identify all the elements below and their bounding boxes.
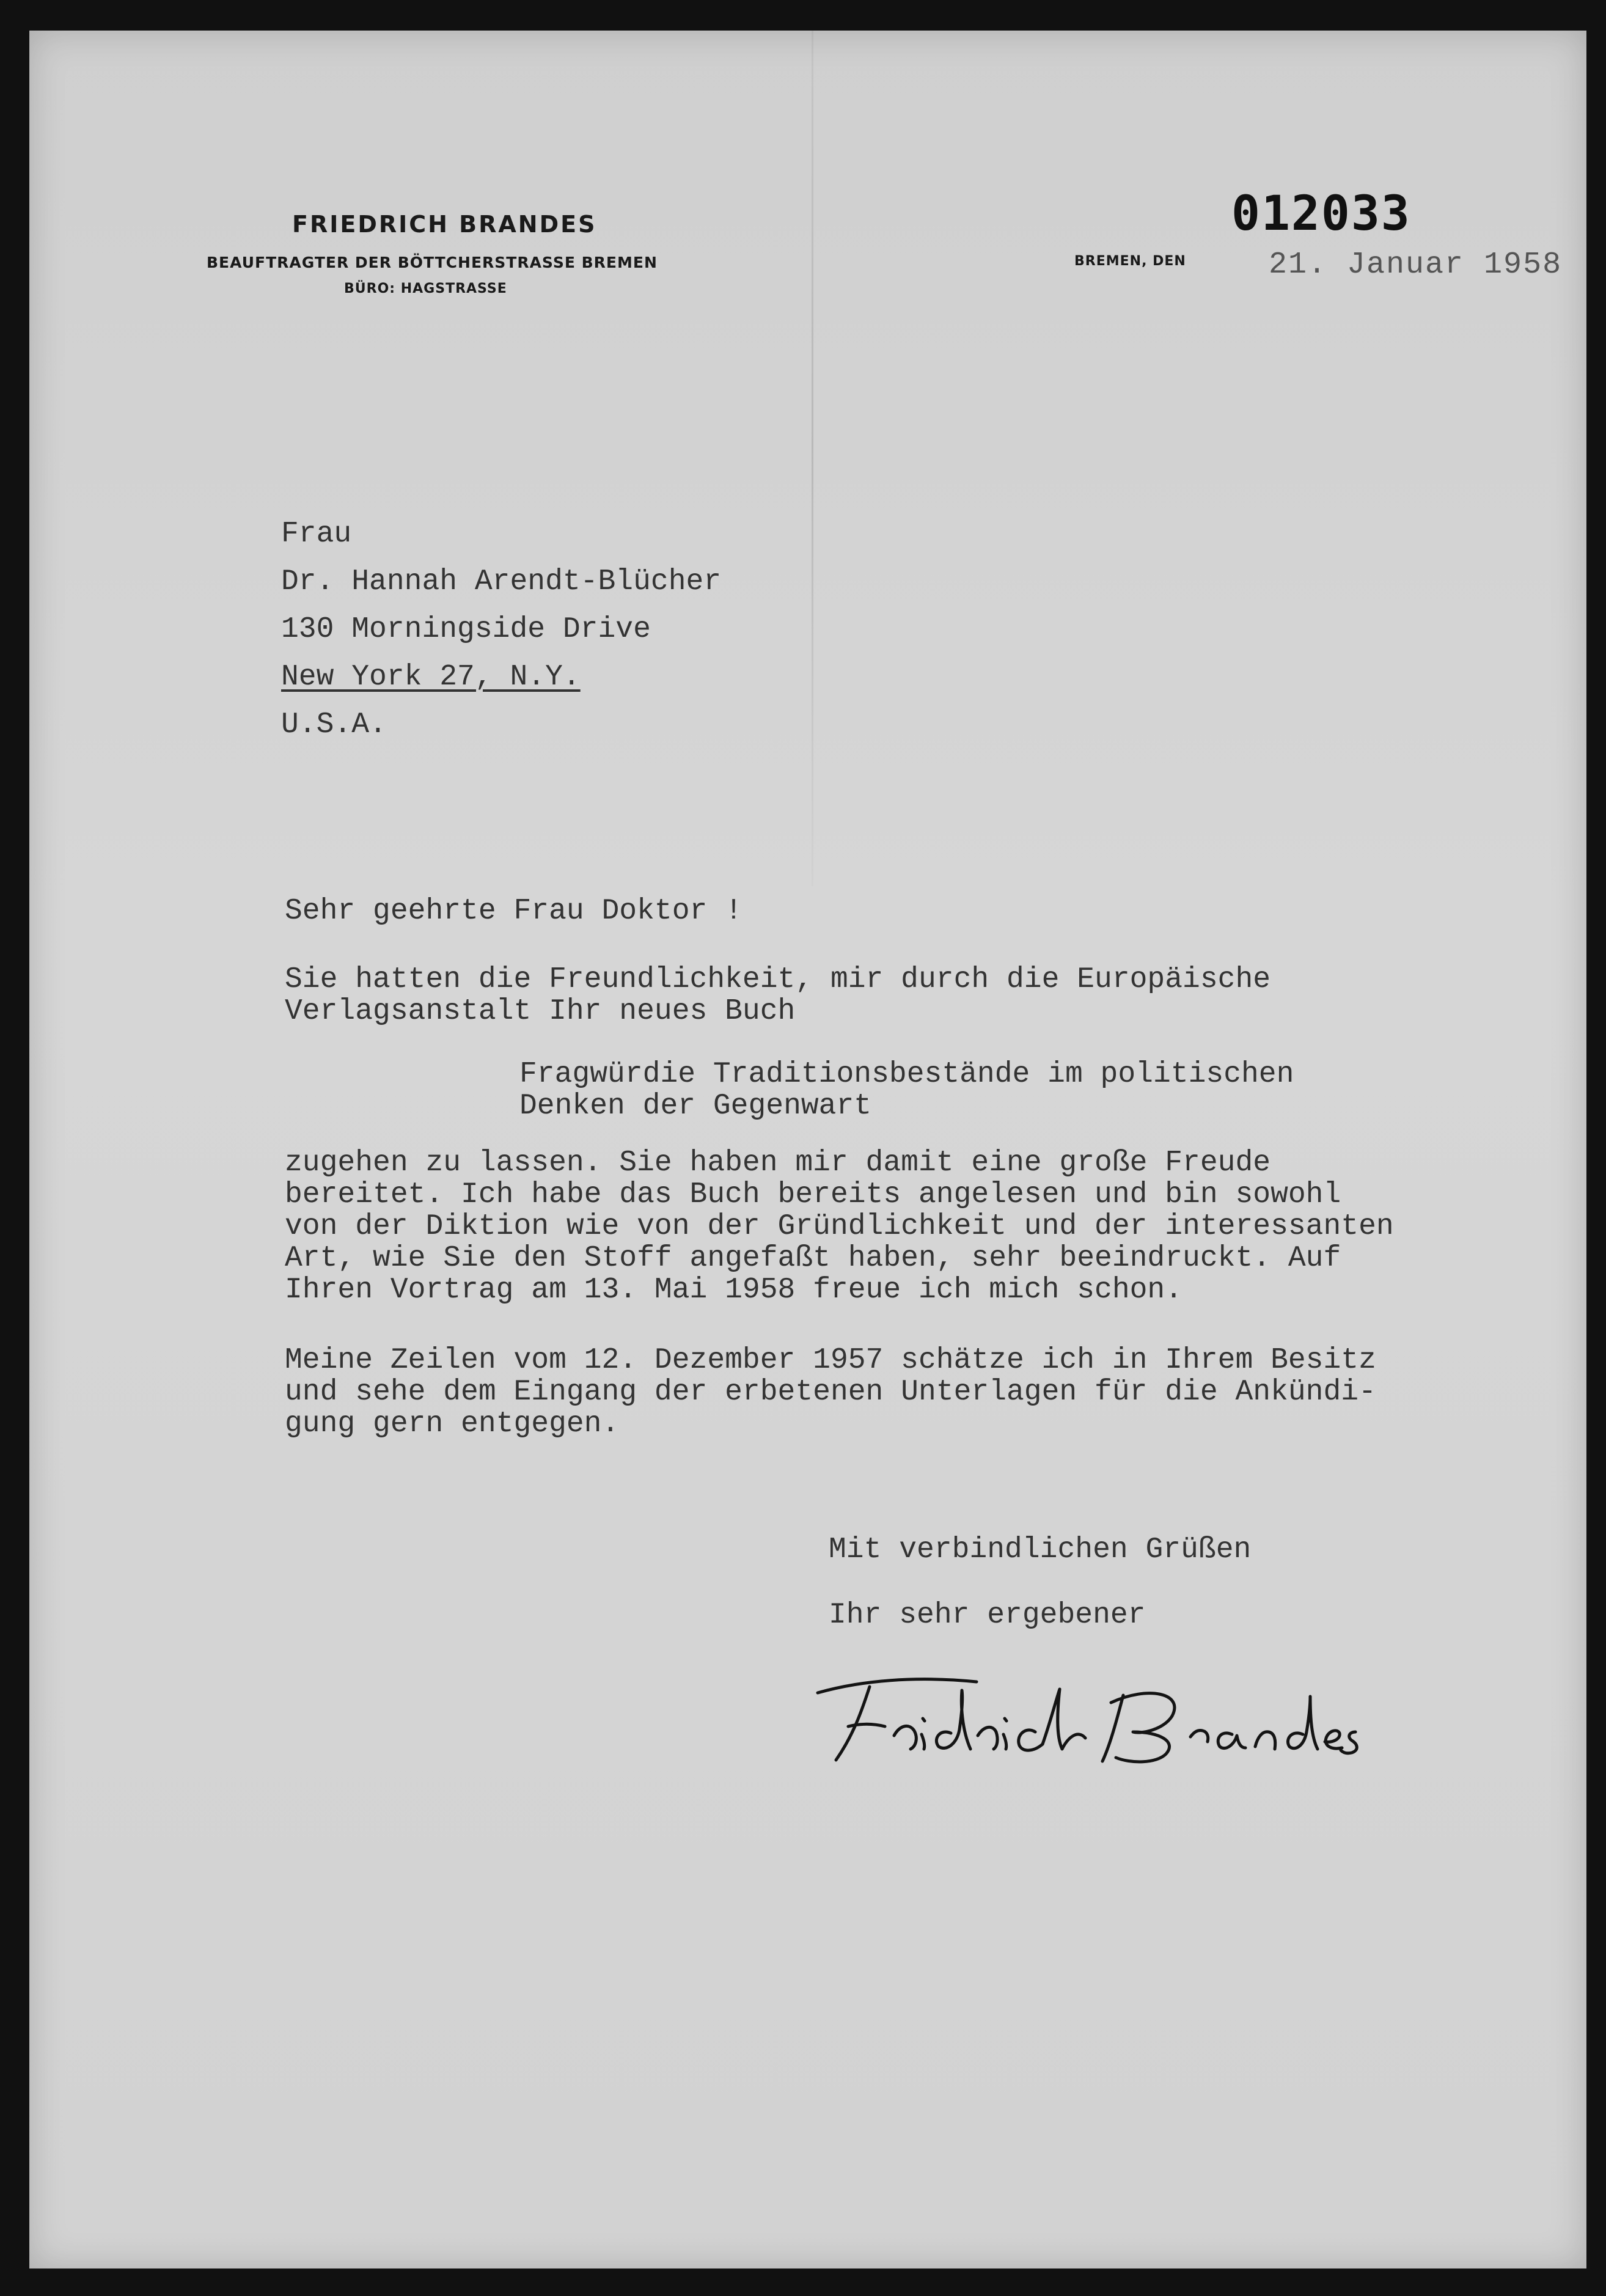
recipient-address <box>281 510 721 749</box>
place-label: BREMEN, DEN <box>1074 254 1186 269</box>
text-line: Denken der Gegenwart <box>519 1090 872 1123</box>
text-line: von der Diktion wie von der Gründlichkeit und der interessanten <box>285 1210 1394 1243</box>
letter-date: 21. Januar 1958 <box>1269 248 1563 282</box>
file-number-stamp: 012033 <box>1231 186 1411 241</box>
text-line: Verlagsanstalt Ihr neues Buch <box>285 995 796 1028</box>
valediction: Ihr sehr ergebener <box>829 1599 1146 1632</box>
text-line: gung gern entgegen. <box>285 1407 620 1440</box>
recipient-line: New York 27, N.Y. <box>281 661 581 694</box>
text-line: bereitet. Ich habe das Buch bereits angelesen und bin sowohl <box>285 1178 1341 1211</box>
handwritten-signature <box>793 1668 1380 1772</box>
recipient-line: 130 Morningside Drive <box>281 613 651 646</box>
letter-page <box>29 31 1586 2268</box>
paragraph-1 <box>285 964 1270 1027</box>
paragraph-3 <box>285 1344 1376 1440</box>
text-line: Art, wie Sie den Stoff angefaßt haben, sehr beeindruckt. Auf <box>285 1242 1341 1275</box>
text-line: Meine Zeilen vom 12. Dezember 1957 schätze ich in Ihrem Besitz <box>285 1344 1376 1377</box>
text-line: zugehen zu lassen. Sie haben mir damit eine große Freude <box>285 1146 1271 1179</box>
text-line: und sehe dem Eingang der erbetenen Unterlagen für die Ankündi- <box>285 1376 1376 1409</box>
paper-fold <box>812 31 813 886</box>
letterhead-name: FRIEDRICH BRANDES <box>292 211 597 238</box>
text-line: Fragwürdie Traditionsbestände im politischen <box>519 1058 1294 1091</box>
book-title <box>519 1058 1294 1122</box>
closing-greeting: Mit verbindlichen Grüßen <box>829 1533 1252 1566</box>
letterhead-title: BEAUFTRAGTER DER BÖTTCHERSTRASSE BREMEN <box>207 254 658 271</box>
paragraph-2 <box>285 1147 1394 1306</box>
salutation: Sehr geehrte Frau Doktor ! <box>285 895 743 928</box>
recipient-line: Frau <box>281 518 352 551</box>
recipient-line: Dr. Hannah Arendt-Blücher <box>281 565 722 598</box>
recipient-line: U.S.A. <box>281 708 387 741</box>
text-line: Ihren Vortrag am 13. Mai 1958 freue ich mich schon. <box>285 1274 1183 1307</box>
letterhead-office: BÜRO: HAGSTRASSE <box>344 281 507 296</box>
text-line: Sie hatten die Freundlichkeit, mir durch die Europäische <box>285 963 1271 996</box>
